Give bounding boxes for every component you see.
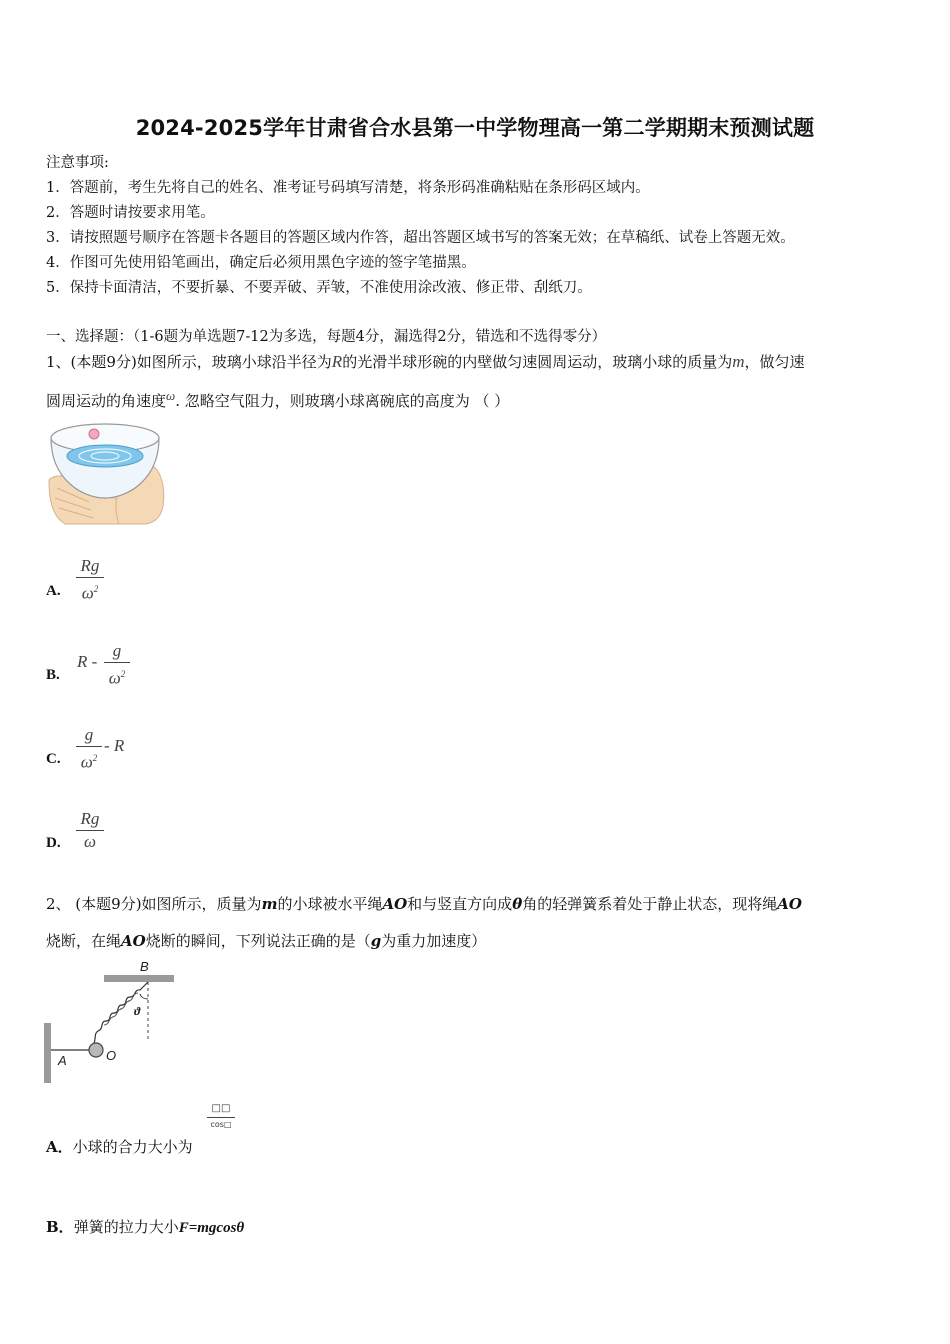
label-theta: ϑ	[134, 1004, 141, 1018]
fraction-bar	[76, 746, 102, 747]
fraction-denominator: ω	[80, 752, 93, 772]
q2-text: 的小球被水平绳	[277, 895, 383, 913]
fraction-numerator: g	[112, 641, 122, 660]
label-o: O	[106, 1048, 117, 1063]
ball	[89, 1043, 103, 1057]
q1-option-a-formula	[76, 556, 104, 604]
fraction-bar	[76, 577, 104, 578]
notice-item: 1．答题前，考生先将自己的姓名、准考证号码填写清楚，将条形码准确粘贴在条形码区域内。	[46, 180, 650, 196]
q1-text: 的光滑半球形碗的内壁做匀速圆周运动，玻璃小球的质量为	[342, 353, 733, 371]
q2-text: 2、 (本题9分)如图所示，质量为	[46, 895, 262, 913]
q1-option-b-letter: B.	[46, 667, 60, 683]
fraction-numerator: Rg	[80, 809, 100, 828]
label-a: A	[58, 1053, 67, 1068]
q1-option-b-formula	[104, 641, 130, 689]
q2-option-a	[46, 1136, 193, 1157]
exponent: 2	[120, 669, 126, 679]
fraction-bar	[104, 662, 130, 663]
exponent: 2	[93, 584, 99, 594]
q2-option-a-text: 小球的合力大小为	[72, 1138, 193, 1156]
q2-option-b-text: 弹簧的拉力大小	[73, 1218, 179, 1236]
q2-option-a-formula	[207, 1103, 235, 1130]
q1-var-R: R	[331, 352, 343, 371]
q2-text: 烧断的瞬间，下列说法正确的是（	[145, 932, 371, 950]
fraction-bar	[76, 830, 104, 831]
angle-arc	[140, 994, 148, 999]
notice-item: 3．请按照题号顺序在答题卡各题目的答题区域内作答，超出答题区域书写的答案无效；在草稿纸、试卷上答题无效。	[46, 230, 795, 246]
q1-option-c-letter: C.	[46, 751, 61, 767]
fraction-numerator: g	[84, 725, 94, 744]
spring-coils	[104, 993, 138, 1025]
section-heading: 一、选择题：（1-6题为单选题7-12为多选，每题4分，漏选得2分，错选和不选得零分）	[46, 329, 607, 345]
notice-item: 4．作图可先使用铅笔画出，确定后必须用黑色字迹的签字笔描黑。	[46, 255, 476, 271]
q2-text: 烧断，在绳	[46, 932, 122, 950]
notice-item: 2．答题时请按要求用笔。	[46, 205, 215, 221]
ceiling-bar	[104, 975, 174, 982]
q1-option-b-pre: R -	[77, 652, 98, 671]
notice-item: 5．保持卡面清洁，不要折暴、不要弄破、弄皱，不准使用涂改液、修正带、刮纸刀。	[46, 280, 592, 296]
q2-var-m: m	[261, 895, 278, 913]
q1-option-d-formula	[76, 809, 104, 852]
page-title: 2024-2025学年甘肃省合水县第一中学物理高一第二学期期末预测试题	[135, 116, 815, 140]
q2-line2	[46, 930, 486, 951]
fraction-denominator: cos□	[210, 1120, 232, 1129]
fraction-bar	[207, 1117, 235, 1118]
q2-text: 角的轻弹簧系着处于静止状态，现将绳	[522, 895, 778, 913]
q1-text: 圆周运动的角速度	[46, 392, 167, 410]
q2-var-ao: AO	[777, 895, 802, 913]
spring-figure	[42, 957, 182, 1087]
fraction-denominator: ω	[83, 832, 96, 851]
q2-option-b-letter: B．	[46, 1218, 74, 1236]
wall-bar	[44, 1023, 51, 1083]
q2-var-ao: AO	[121, 932, 146, 950]
q2-var-theta: θ	[512, 895, 523, 913]
q2-option-b	[46, 1216, 244, 1237]
fraction-numerator: □□	[211, 1103, 231, 1114]
q1-var-omega: ω	[166, 388, 176, 403]
q2-option-b-formula: F=mgcosθ	[178, 1220, 245, 1236]
q1-option-c-formula	[76, 725, 102, 773]
bowl-figure	[45, 418, 167, 528]
q2-var-g: g	[370, 932, 382, 950]
q1-text: ，做匀速	[744, 353, 805, 371]
q1-text: . 忽略空气阻力，则玻璃小球离碗底的高度为 （ ）	[175, 392, 510, 410]
exponent: 2	[92, 753, 98, 763]
q2-line1	[46, 893, 802, 914]
label-b: B	[140, 959, 149, 974]
fraction-denominator: ω	[81, 583, 94, 603]
fraction-numerator: Rg	[80, 556, 100, 575]
q1-option-c-post: - R	[104, 736, 125, 755]
q2-var-ao: AO	[382, 895, 408, 913]
q2-text: 和与竖直方向成	[407, 895, 513, 913]
q1-option-a-letter: A.	[46, 583, 61, 599]
q2-text: 为重力加速度）	[381, 932, 487, 950]
q1-text: 1、(本题9分)如图所示，玻璃小球沿半径为	[46, 353, 332, 371]
q1-line2	[46, 388, 509, 411]
notice-heading: 注意事项:	[46, 155, 109, 171]
q1-option-d-letter: D.	[46, 835, 61, 851]
q1-var-m: m	[732, 352, 745, 371]
fraction-denominator: ω	[108, 668, 121, 688]
q2-option-a-letter: A．	[46, 1138, 73, 1156]
q1-line1	[46, 351, 805, 372]
